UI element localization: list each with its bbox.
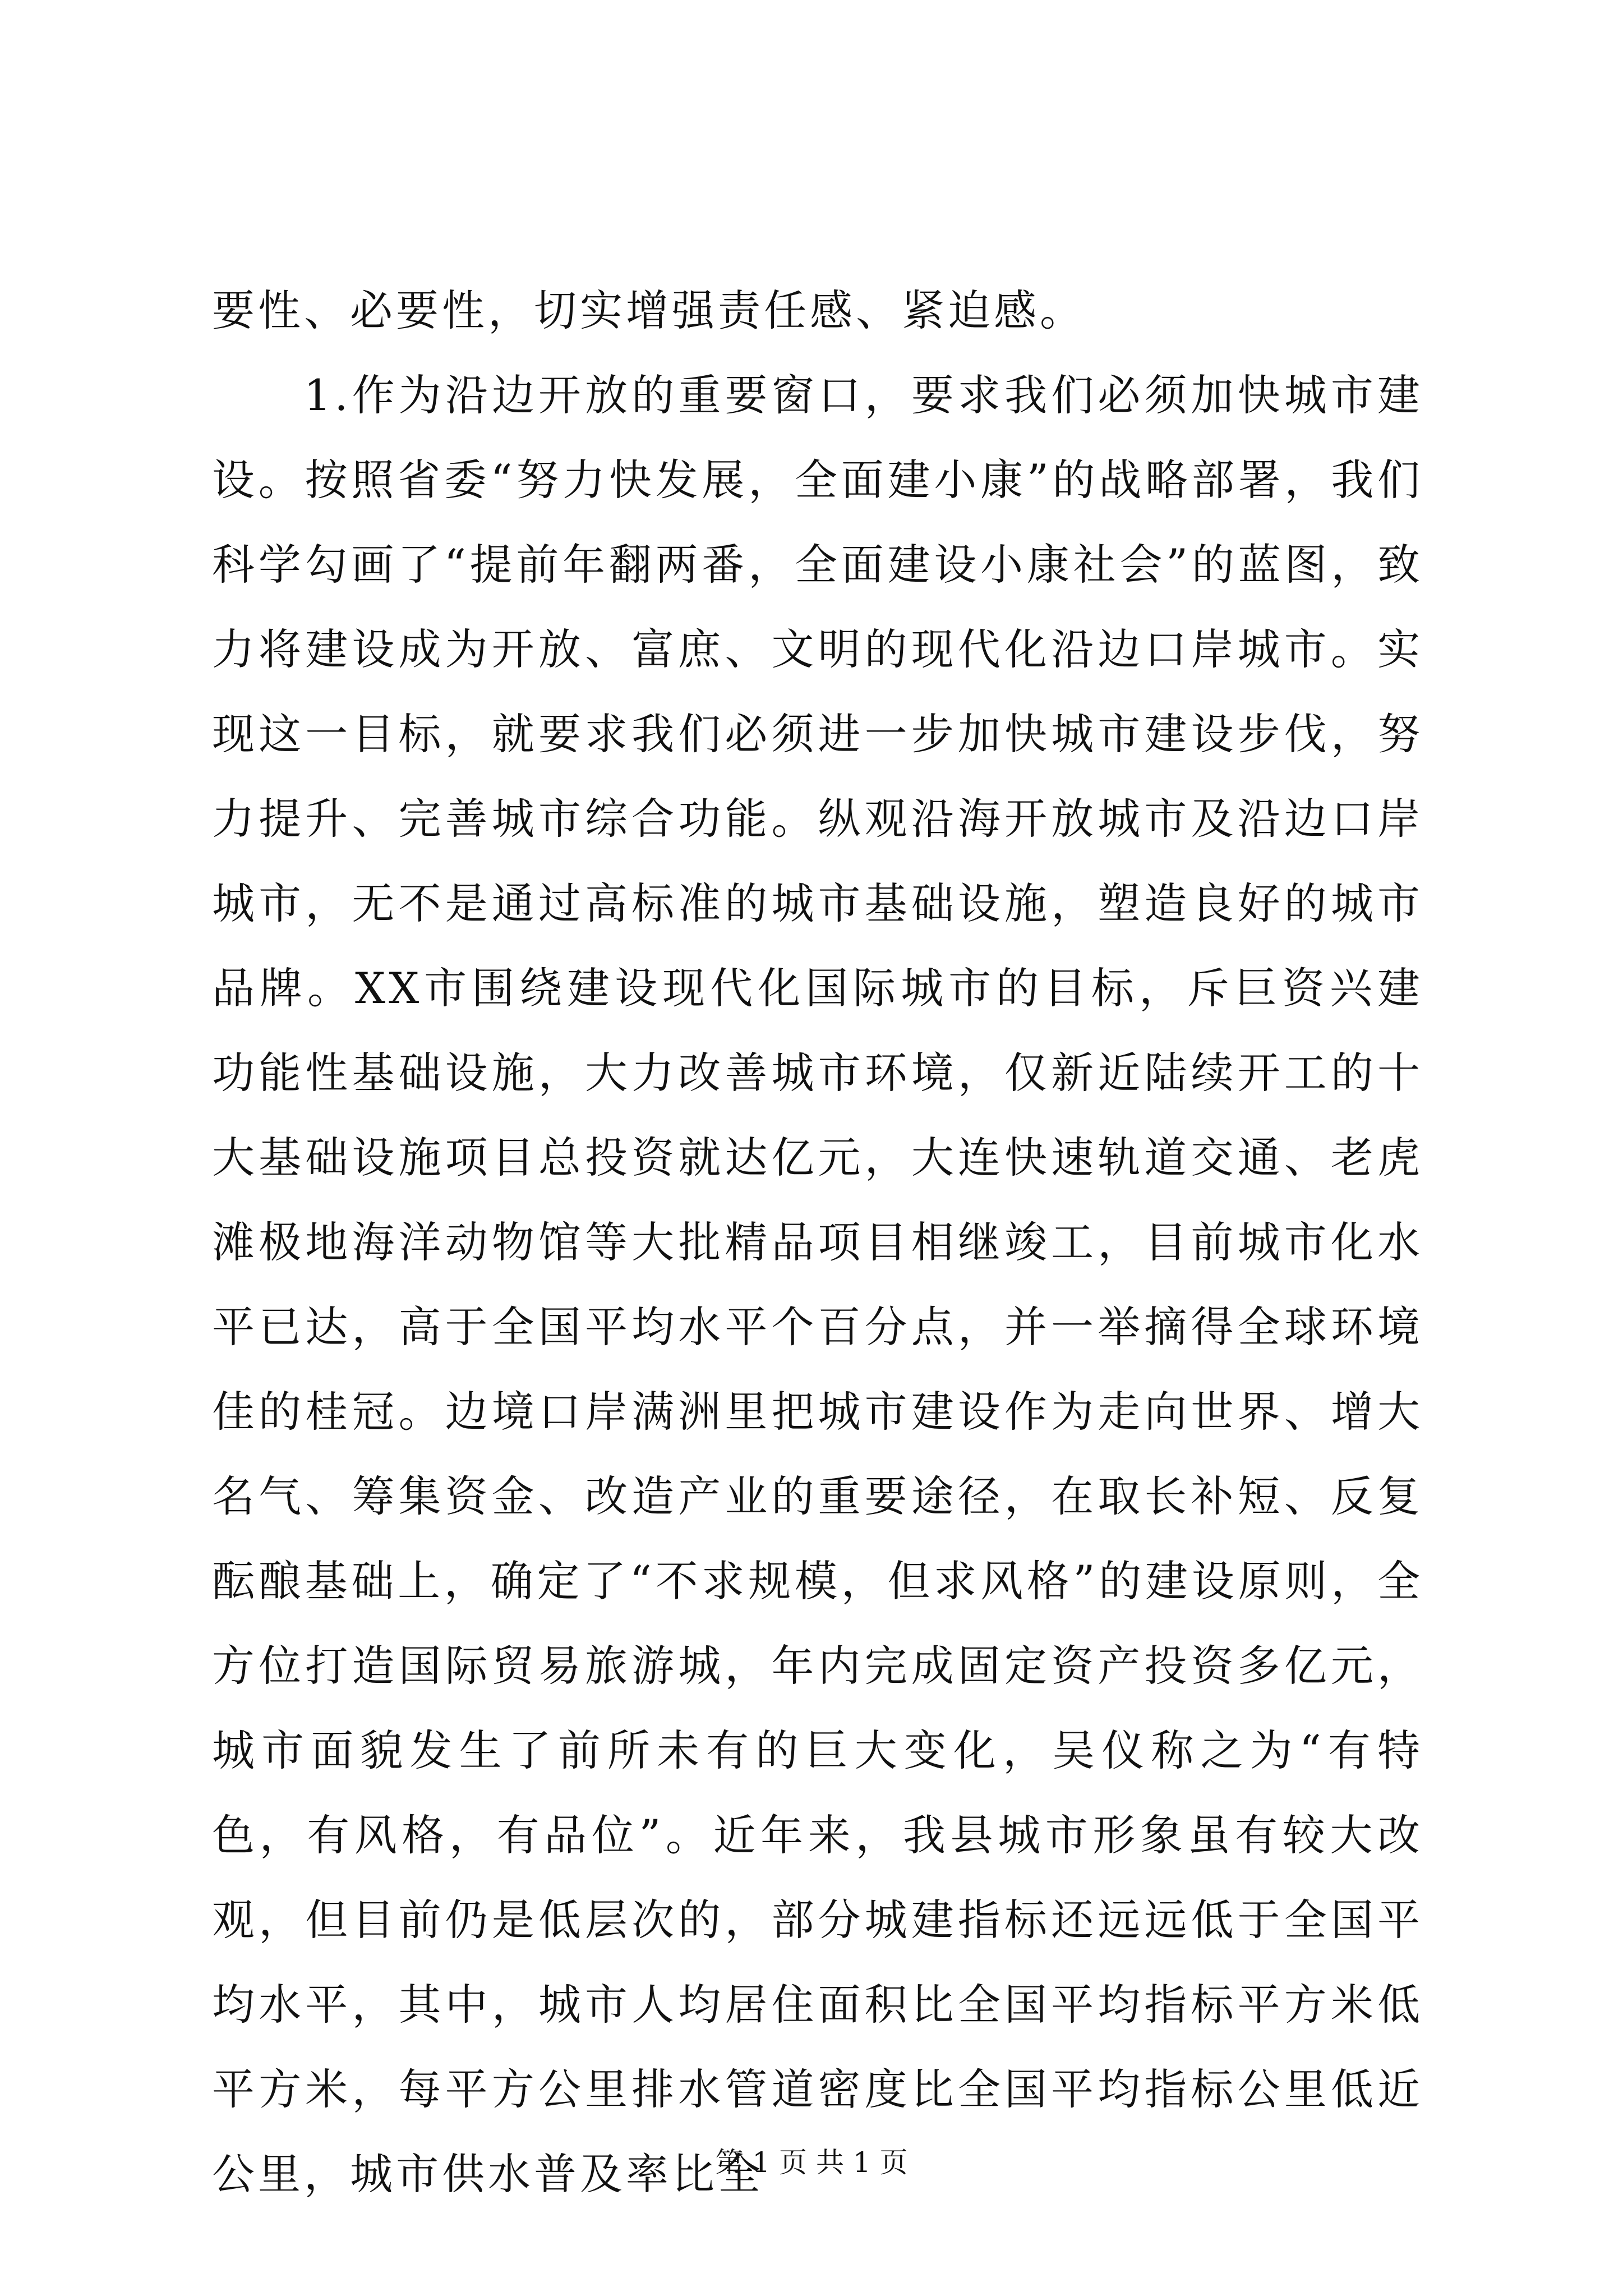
page-footer: 第 1 页 共 1 页: [715, 2146, 908, 2179]
body-text: [212, 268, 1423, 2216]
paragraph-urban-construction: 1.作为沿边开放的重要窗口，要求我们必须加快城市建设。按照省委“努力快发展，全面建小康”的战略部署，我们科学勾画了“提前年翻两番，全面建设小康社会”的蓝图，致力将建设成为开放、富庶、文明的现代化沿边口岸城市。实现这一目标，就要求我们必须进一步加快城市建设步伐，努力提升、完善城市综合功能。纵观沿海开放城市及沿边口岸城市，无不是通过高标准的城市基础设施，塑造良好的城市品牌。XX市围绕建设现代化国际城市的目标，斥巨资兴建功能性基础设施，大力改善城市环境，仅新近陆续开工的十大基础设施项目总投资就达亿元，大连快速轨道交通、老虎滩极地海洋动物馆等大批精品项目相继竣工，目前城市化水平已达，高于全国平均水平个百分点，并一举摘得全球环境佳的桂冠。边境口岸满洲里把城市建设作为走向世界、增大名气、筹集资金、改造产业的重要途径，在取长补短、反复酝酿基础上，确定了“不求规模，但求风格”的建设原则，全方位打造国际贸易旅游城，年内完成固定资产投资多亿元，城市面貌发生了前所未有的巨大变化，吴仪称之为“有特色，有风格，有品位”。近年来，我县城市形象虽有较大改观，但目前仍是低层次的，部分城建指标还远远低于全国平均水平，其中，城市人均居住面积比全国平均指标平方米低平方米，每平方公里排水管道密度比全国平均指标公里低近公里，城市供水普及率比全: [212, 370, 1423, 2199]
paragraph-continuation: 要性、必要性，切实增强责任感、紧迫感。: [212, 286, 1086, 335]
